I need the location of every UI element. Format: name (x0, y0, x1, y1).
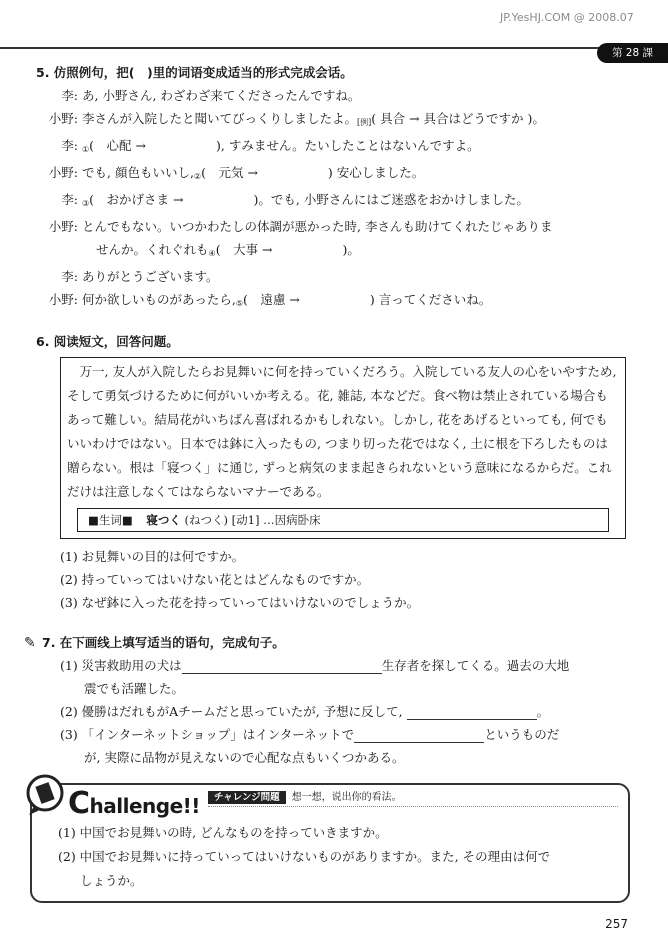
q6-question: (3) なぜ鉢に入った花を持っていってはいけないのでしょうか。 (60, 595, 420, 610)
line-text: あ, 小野さん, わざわざ来てくださったんですね。 (82, 88, 361, 103)
challenge-box (30, 783, 630, 903)
q7-item-text: 。 (536, 704, 550, 719)
example-text: ( 具合 → 具合はどうですか )。 (371, 111, 545, 126)
line-text: )。 (342, 242, 360, 257)
speaker: 小野: (48, 111, 78, 126)
dialogue-line (36, 107, 638, 134)
dialogue-line (36, 84, 638, 107)
line-body (82, 188, 638, 215)
line-text: ), すみません。たいしたことはないんですよ。 (216, 138, 480, 153)
challenge-header (68, 786, 618, 821)
dialogue-line (36, 238, 638, 265)
line-body (82, 265, 638, 288)
speech-bubble-icon (22, 771, 68, 817)
speaker: 小野: (48, 165, 78, 180)
dialogue-line (36, 188, 638, 215)
challenge-question: (1) 中国でお見舞いの時, どんなものを持っていきますか。 (58, 825, 388, 840)
line-text: 何か欲しいものがあったら, (82, 292, 236, 307)
q7-item-text: 生存者を探してくる。過去の大地 (381, 658, 570, 673)
lesson-badge: 第 28 課 (597, 43, 668, 63)
line-text: せんか。くれぐれも (96, 242, 209, 257)
line-text: )。でも, 小野さんにはご迷惑をおかけしました。 (253, 192, 529, 207)
q7-item-1-cont: 震でも活躍した。 (84, 681, 185, 696)
dialogue-line (36, 265, 638, 288)
dialogue-line (36, 215, 638, 238)
q7-item-1 (60, 654, 638, 677)
challenge-question: しょうか。 (80, 873, 143, 888)
answer-blank[interactable] (354, 728, 484, 743)
q7-item-3-cont: が, 実際に品物が見えないので心配な点もいくつかある。 (84, 750, 405, 765)
q5-dialogue (36, 84, 638, 315)
q7-item-text: (2) 優勝はだれもがAチームだと思っていたが, 予想に反して, (60, 704, 403, 719)
q7-item-text: (1) 災害救助用の犬は (60, 658, 182, 673)
q7-heading: 7. 在下画线上填写适当的语句，完成句子。 (42, 635, 285, 650)
line-text: でも, 顔色もいいし, (82, 165, 194, 180)
pencil-icon: ✎ (24, 635, 36, 651)
vocab-box (77, 508, 609, 532)
line-body (82, 288, 638, 315)
watermark: JP.YesHJ.COM @ 2008.07 (500, 11, 634, 24)
challenge-tag: チャレンジ問題 (208, 791, 286, 804)
challenge-question: (2) 中国でお見舞いに持っていってはいけないものがありますか。また, その理由は何で (58, 849, 551, 864)
q7-item-3 (60, 723, 638, 746)
line-body (82, 134, 638, 161)
dialogue-line (36, 161, 638, 188)
speaker: 李: (61, 88, 78, 103)
q7-header (24, 632, 638, 654)
line-text: ありがとうございます。 (82, 269, 219, 284)
line-text: とんでもない。いつかわたしの体調が悪かった時, 李さんも助けてくれたじゃありま (82, 219, 553, 234)
speaker (36, 238, 82, 265)
passage-text: 万一, 友人が入院したらお見舞いに何を持っていくだろう。入院している友人の心をいやすため, そして勇気づけるために何がいいか考える。花, 雑誌, 本などだ。食べ物は禁止されている場合もあって難しい。結局花がいちばん喜ばれるかもしれない。しかし, 花をあげるといっても, 何でもいいわけではない。日本では鉢に入ったもの, つまり切った花ではなく, 土に根を下ろしたものは贈らない。根は「寝つく」に通じ, ずっと病気のまま起きられないという意味になるからだ。これだけは注意しなくてはならないマナーである。 (67, 364, 617, 499)
passage-box (60, 357, 626, 539)
answer-blank[interactable] (182, 659, 382, 674)
item-marker: [例] (357, 118, 372, 127)
page-number: 257 (605, 917, 628, 931)
q6-question: (2) 持っていってはいけない花とはどんなものですか。 (60, 572, 370, 587)
vocab-definition: (ねつく) [动1] …因病卧床 (184, 513, 321, 527)
line-text: ) 安心しました。 (327, 165, 425, 180)
prompt-word: ( 大事 → (215, 242, 273, 257)
prompt-word: ( 遠慮 → (243, 292, 300, 307)
speaker: 李: (61, 192, 78, 207)
challenge-logo: Challenge!! (68, 786, 200, 821)
item-marker: ① (82, 145, 90, 154)
speaker: 小野: (48, 219, 78, 234)
q7-item-2 (60, 700, 638, 723)
prompt-word: ( 心配 → (89, 138, 146, 153)
line-body (82, 107, 638, 134)
item-marker: ④ (208, 249, 216, 258)
q6-question: (1) お見舞いの目的は何ですか。 (60, 549, 245, 564)
line-body (82, 161, 638, 188)
line-text: 李さんが入院したと聞いてびっくりしましたよ。 (82, 111, 358, 126)
item-marker: ② (193, 172, 202, 181)
answer-blank[interactable] (407, 705, 537, 720)
vocab-label: ■生词■ (88, 513, 133, 527)
vocab-word: 寝つく (146, 513, 181, 527)
challenge-instruction: 想一想，说出你的看法。 (291, 792, 402, 803)
q6-heading: 6. 阅读短文，回答问题。 (36, 334, 179, 349)
dialogue-line (36, 288, 638, 315)
speaker: 小野: (48, 292, 78, 307)
item-marker: ⑤ (235, 299, 244, 308)
q7-item-text: (3) 「インターネットショップ」はインターネットで (60, 727, 355, 742)
challenge-title (208, 790, 618, 807)
prompt-word: ( 元気 → (201, 165, 258, 180)
dialogue-line (36, 134, 638, 161)
q5-heading: 5. 仿照例句，把( )里的词语变成适当的形式完成会话。 (36, 65, 353, 80)
q7-item-text: というものだ (484, 727, 560, 742)
item-marker: ③ (82, 199, 90, 208)
speaker: 李: (61, 269, 78, 284)
speaker: 李: (61, 138, 78, 153)
line-body (82, 84, 638, 107)
line-body (82, 238, 638, 265)
prompt-word: ( おかげさま → (89, 192, 184, 207)
line-body (82, 215, 638, 238)
line-text: ) 言ってくださいね。 (369, 292, 492, 307)
